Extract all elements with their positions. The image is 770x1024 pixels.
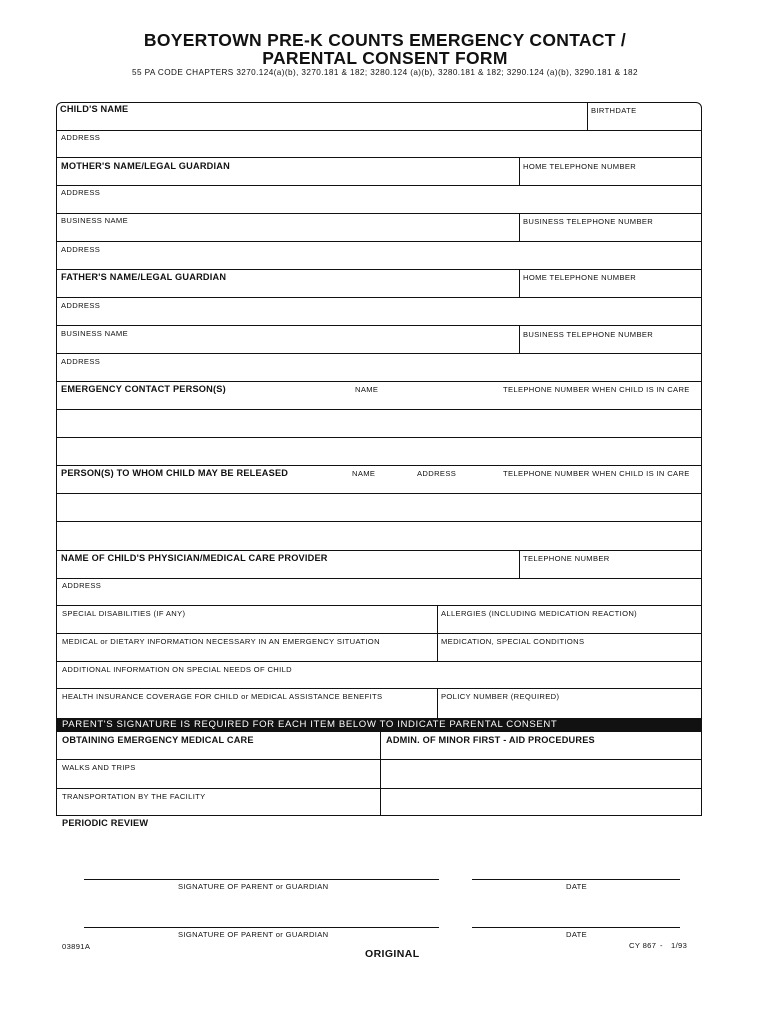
- regulation-codes: 55 PA CODE CHAPTERS 3270.124(a)(b), 3270.181 & 182; 3280.124 (a)(b), 3280.181 & 182; 3290.124 (a)(b), 3290.181 & 182: [132, 68, 638, 77]
- physician-address-field[interactable]: ADDRESS: [62, 581, 102, 590]
- form-code: 03891A: [62, 942, 91, 951]
- footer-separator: -: [660, 941, 663, 950]
- rule: [56, 550, 702, 551]
- divider: [519, 325, 520, 353]
- date-label: DATE: [566, 882, 588, 891]
- health-insurance-field[interactable]: HEALTH INSURANCE COVERAGE FOR CHILD or MEDICAL ASSISTANCE BENEFITS: [62, 692, 383, 701]
- date-label: DATE: [566, 930, 588, 939]
- divider: [437, 688, 438, 718]
- rule: [56, 130, 702, 131]
- rule: [56, 578, 702, 579]
- allergies-field[interactable]: ALLERGIES (INCLUDING MEDICATION REACTION): [441, 609, 638, 618]
- rule: [56, 213, 702, 214]
- childs-name-field[interactable]: CHILD'S NAME: [60, 104, 129, 114]
- rule: [56, 185, 702, 186]
- divider: [380, 732, 381, 816]
- father-business-name-field[interactable]: BUSINESS NAME: [61, 329, 129, 338]
- rule: [56, 241, 702, 242]
- rule: [56, 688, 702, 689]
- rule: [56, 788, 702, 789]
- rule: [56, 325, 702, 326]
- release-person-row[interactable]: [57, 494, 701, 520]
- father-address-field[interactable]: ADDRESS: [61, 301, 101, 310]
- date-line[interactable]: [472, 879, 680, 880]
- revision-date: 1/93: [671, 941, 688, 950]
- medication-field[interactable]: MEDICATION, SPECIAL CONDITIONS: [441, 637, 585, 646]
- emergency-care-consent-field[interactable]: OBTAINING EMERGENCY MEDICAL CARE: [62, 735, 254, 745]
- form-number: CY 867: [629, 941, 657, 950]
- signature-line[interactable]: [84, 879, 439, 880]
- rule: [56, 381, 702, 382]
- mother-business-name-field[interactable]: BUSINESS NAME: [61, 216, 129, 225]
- release-persons-heading: PERSON(S) TO WHOM CHILD MAY BE RELEASED: [61, 468, 289, 478]
- father-name-field[interactable]: FATHER'S NAME/LEGAL GUARDIAN: [61, 272, 227, 282]
- rule: [56, 605, 702, 606]
- rule: [56, 157, 702, 158]
- emergency-contact-row[interactable]: [57, 410, 701, 436]
- physician-name-field[interactable]: NAME OF CHILD'S PHYSICIAN/MEDICAL CARE PROVIDER: [61, 553, 328, 563]
- mother-address-field[interactable]: ADDRESS: [61, 188, 101, 197]
- additional-info-field[interactable]: ADDITIONAL INFORMATION ON SPECIAL NEEDS OF CHILD: [62, 665, 293, 674]
- father-home-phone-field[interactable]: HOME TELEPHONE NUMBER: [523, 273, 637, 282]
- release-name-column: NAME: [352, 469, 376, 478]
- emergency-phone-column: TELEPHONE NUMBER WHEN CHILD IS IN CARE: [503, 385, 690, 394]
- dietary-info-field[interactable]: MEDICAL or DIETARY INFORMATION NECESSARY IN AN EMERGENCY SITUATION: [62, 637, 380, 646]
- rule: [56, 465, 702, 466]
- rule: [56, 269, 702, 270]
- birthdate-field[interactable]: BIRTHDATE: [591, 106, 637, 115]
- periodic-review-heading: PERIODIC REVIEW: [62, 818, 149, 828]
- policy-number-field[interactable]: POLICY NUMBER (REQUIRED): [441, 692, 560, 701]
- divider: [437, 605, 438, 661]
- divider: [519, 550, 520, 578]
- rule: [56, 297, 702, 298]
- rule: [56, 759, 702, 760]
- emergency-contact-heading: EMERGENCY CONTACT PERSON(S): [61, 384, 226, 394]
- transportation-consent-field[interactable]: TRANSPORTATION BY THE FACILITY: [62, 792, 206, 801]
- form-title-line1: BOYERTOWN PRE-K COUNTS EMERGENCY CONTACT /: [143, 30, 627, 50]
- signature-line[interactable]: [84, 927, 439, 928]
- divider: [519, 213, 520, 241]
- form-title-line2: PARENTAL CONSENT FORM: [262, 48, 508, 68]
- date-line[interactable]: [472, 927, 680, 928]
- signature-label: SIGNATURE OF PARENT or GUARDIAN: [178, 930, 329, 939]
- physician-phone-field[interactable]: TELEPHONE NUMBER: [523, 554, 610, 563]
- divider: [519, 269, 520, 297]
- original-copy-label: ORIGINAL: [365, 948, 420, 960]
- emergency-contact-row[interactable]: [57, 438, 701, 464]
- consent-banner: PARENT'S SIGNATURE IS REQUIRED FOR EACH ITEM BELOW TO INDICATE PARENTAL CONSENT: [56, 718, 702, 732]
- mother-name-field[interactable]: MOTHER'S NAME/LEGAL GUARDIAN: [61, 161, 230, 171]
- rule: [56, 661, 702, 662]
- divider: [587, 102, 588, 130]
- divider: [519, 157, 520, 185]
- special-disabilities-field[interactable]: SPECIAL DISABILITIES (IF ANY): [62, 609, 186, 618]
- emergency-name-column: NAME: [355, 385, 379, 394]
- walks-trips-consent-field[interactable]: WALKS AND TRIPS: [62, 763, 136, 772]
- father-business-address-field[interactable]: ADDRESS: [61, 357, 101, 366]
- first-aid-consent-field[interactable]: ADMIN. OF MINOR FIRST - AID PROCEDURES: [386, 735, 595, 745]
- release-person-row[interactable]: [57, 522, 701, 549]
- mother-home-phone-field[interactable]: HOME TELEPHONE NUMBER: [523, 162, 637, 171]
- mother-business-address-field[interactable]: ADDRESS: [61, 245, 101, 254]
- rule: [56, 633, 702, 634]
- father-business-phone-field[interactable]: BUSINESS TELEPHONE NUMBER: [523, 330, 654, 339]
- signature-label: SIGNATURE OF PARENT or GUARDIAN: [178, 882, 329, 891]
- mother-business-phone-field[interactable]: BUSINESS TELEPHONE NUMBER: [523, 217, 654, 226]
- rule: [56, 353, 702, 354]
- release-address-column: ADDRESS: [417, 469, 457, 478]
- release-phone-column: TELEPHONE NUMBER WHEN CHILD IS IN CARE: [503, 469, 690, 478]
- child-address-field[interactable]: ADDRESS: [61, 133, 101, 142]
